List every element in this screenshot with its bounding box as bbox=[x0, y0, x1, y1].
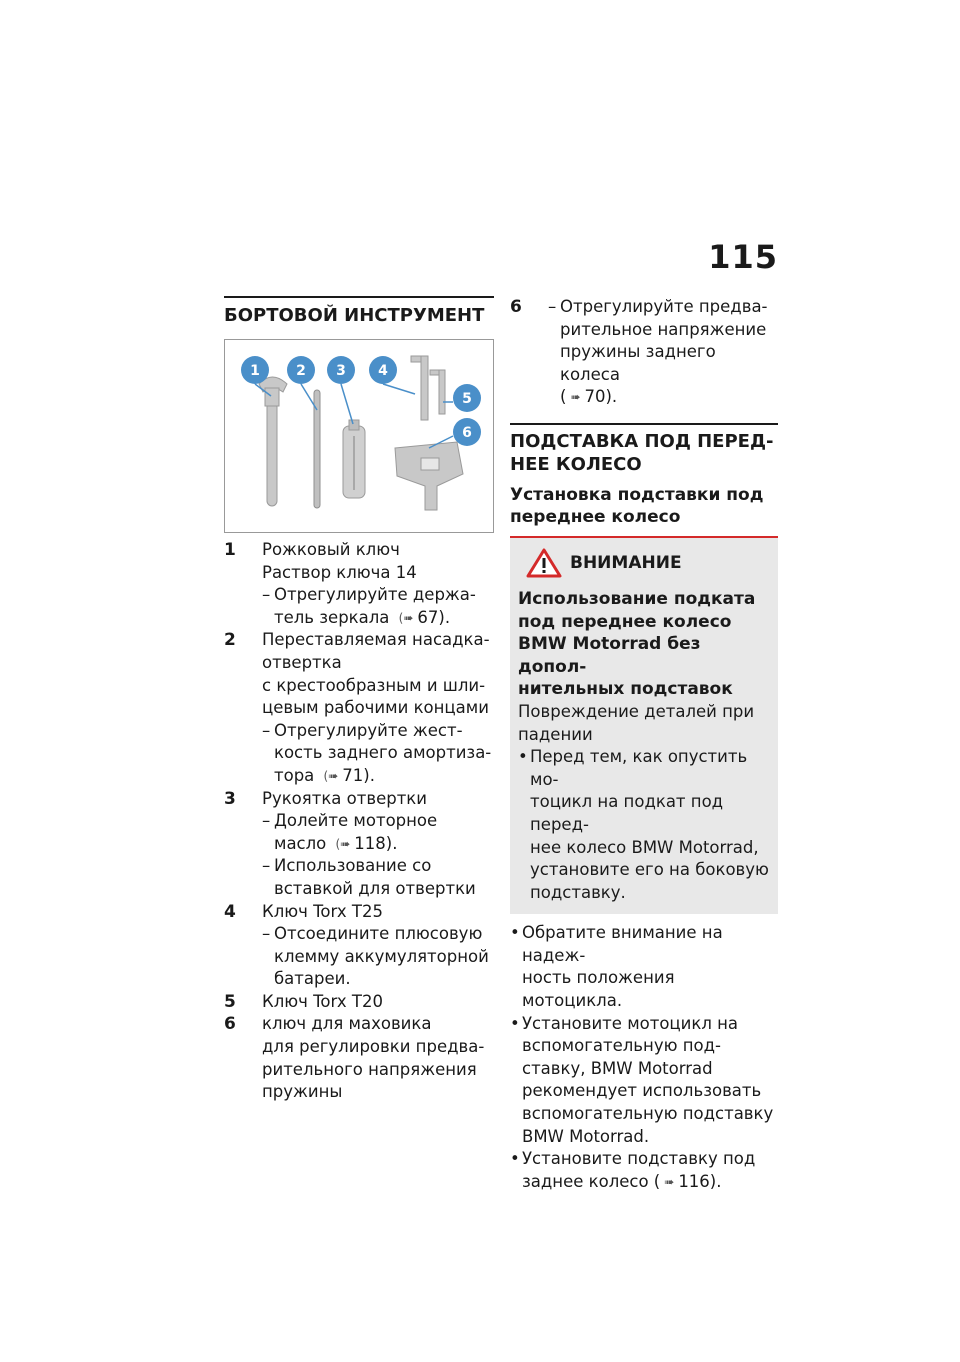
torx-key-t25-icon bbox=[411, 356, 428, 420]
screwdriver-handle-icon bbox=[343, 420, 365, 498]
figure-label-6: 6 bbox=[462, 425, 472, 441]
warning-label: ВНИМАНИЕ bbox=[570, 552, 682, 573]
figure-label-4: 4 bbox=[378, 363, 388, 379]
tool-item: 2 Переставляемая насадка- отвертка с крестообразным и шли- цевым рабочими концами – Отрегулируйте жест- кость заднего амортиза- тора (➠ 71). bbox=[224, 630, 492, 785]
page-number: 115 bbox=[708, 238, 778, 276]
figure-label-2: 2 bbox=[296, 363, 306, 379]
tools-list bbox=[224, 539, 494, 1104]
warning-bullet: • Перед тем, как опустить мо- тоцикл на подкат под перед- нее колесо BMW Motorrad, установите его на боковую подставку. bbox=[518, 747, 769, 902]
page-ref-icon: ➠ bbox=[570, 390, 581, 405]
warning-triangle-icon bbox=[526, 548, 562, 578]
figure-label-3: 3 bbox=[336, 363, 346, 379]
tool-item: 1 Рожковый ключ Раствор ключа 14 – Отрегулируйте держа- тель зеркала (➠ 67). bbox=[224, 540, 476, 627]
left-column bbox=[224, 296, 494, 1104]
page-ref-link[interactable]: 116). bbox=[678, 1171, 722, 1191]
section-title-toolkit: БОРТОВОЙ ИНСТРУМЕНТ bbox=[224, 296, 494, 327]
page-ref-link[interactable]: 70). bbox=[584, 387, 618, 407]
list-item: • Установите подставку под заднее колесо ( ➠ 116). bbox=[510, 1148, 778, 1193]
figure-label-5: 5 bbox=[462, 391, 472, 407]
section-title-front-stand: ПОДСТАВКА ПОД ПЕРЕД- НЕЕ КОЛЕСО bbox=[510, 423, 778, 476]
tool-item: 4 Ключ Torx T25 – Отсоедините плюсовую клемму аккумуляторной батареи. bbox=[224, 901, 489, 989]
page-ref-link[interactable]: 118). bbox=[354, 833, 398, 853]
tool-item: 3 Рукоятка отвертки – Долейте моторное масло (➠ 118). – Использование со вставкой для отвертки bbox=[224, 788, 476, 898]
page-ref-icon: (➠ bbox=[323, 768, 339, 783]
figure-label-1: 1 bbox=[250, 363, 260, 379]
warning-description: Повреждение деталей при падении bbox=[518, 701, 755, 744]
flywheel-key-icon bbox=[395, 442, 463, 510]
tool-item: 5 Ключ Torx T20 bbox=[224, 991, 383, 1012]
right-column bbox=[510, 296, 778, 1193]
subsection-title: Установка подставки под переднее колесо bbox=[510, 484, 764, 527]
torx-key-t20-icon bbox=[430, 370, 445, 414]
tool-item: 6 ключ для маховика для регулировки предва- рительного напряжения пружины bbox=[224, 1014, 485, 1102]
page-ref-icon: (➠ bbox=[398, 610, 414, 625]
list-item: • Обратите внимание на надеж- ность положения мотоцикла. bbox=[510, 923, 723, 1011]
warning-box bbox=[510, 536, 778, 914]
warning-title: Использование подката под переднее колесо BMW Motorrad без допол- нительных подставок bbox=[518, 588, 756, 700]
page-ref-icon: ➠ bbox=[664, 1174, 675, 1189]
toolkit-illustration bbox=[225, 340, 493, 532]
list-item: • Установите мотоцикл на вспомогательную под- ставку, BMW Motorrad рекомендует использовать вспомогательную подставку BMW Motorrad. bbox=[510, 1013, 774, 1146]
wrench-icon bbox=[259, 377, 287, 506]
page-ref-link[interactable]: 71). bbox=[342, 765, 375, 785]
tool-item-6-continued: 6 – Отрегулируйте предва- рительное напряжение пружины заднего колеса ( ➠ 70). bbox=[510, 297, 768, 407]
page-ref-icon: (➠ bbox=[335, 836, 351, 851]
toolkit-figure bbox=[224, 339, 494, 533]
page-ref-link[interactable]: 67). bbox=[417, 607, 451, 627]
instruction-bullets bbox=[510, 922, 778, 1193]
